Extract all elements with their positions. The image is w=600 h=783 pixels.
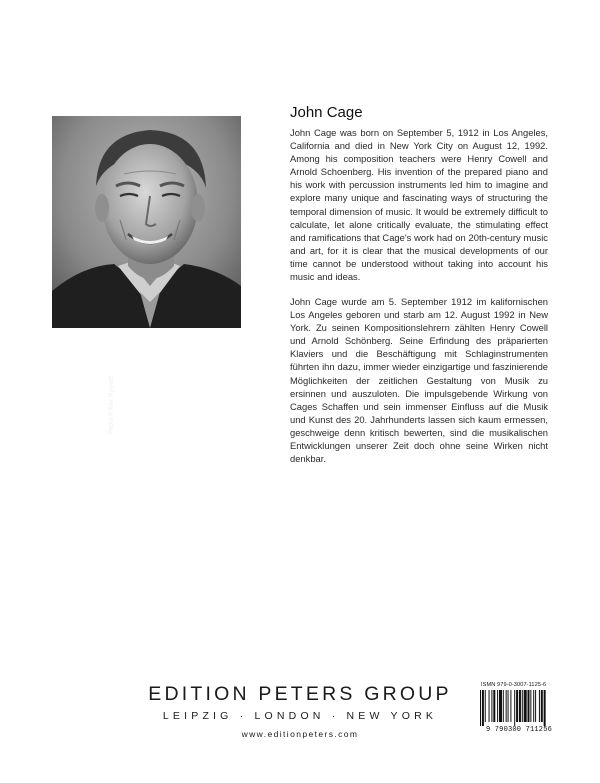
ismn-label: ISMN 979-0-3007-1125-6 [481, 682, 547, 688]
portrait-photo [52, 116, 241, 434]
photo-credit: Photo © Rex Rystedt [109, 375, 115, 434]
biography-english: John Cage was born on September 5, 1912 in Los Angeles, California and died in New York City on August 12, 1992. Among his composition teachers were Henry Cowell and Arnold Schoenberg. His invention of the prepared piano and his work with percussion instruments led him to imagine and explore many unique and fascinating ways of structuring the temporal dimension of music. It would be extremely difficult to calculate, let alone critically evaluate, the stimulating effect and ramifications that Cage's work had on 20th-century music and art, for it is clear that the musical developments of our time cannot be understood without taking into account his music and ideas. [290, 127, 548, 283]
publisher-name: EDITION PETERS GROUP [148, 683, 452, 705]
barcode-icon [480, 690, 558, 726]
publisher-url: www.editionpeters.com [241, 729, 359, 739]
biography-german: John Cage wurde am 5. September 1912 im kalifornischen Los Angeles geboren und starb am 12. August 1992 in New York. Zu seinen Kompositionslehrern zählten Henry Cowell und Arnold Schönberg. Seine Erfindung des präparierten Klaviers und die Beschäftigung mit Schlaginstrumenten führten ihn dazu, immer wieder einzigartige und faszinierende Möglichkeiten der zeitlichen Gestaltung von Musik zu ersinnen und auszuloten. Die impulsgebende Wirkung von Cages Schaffen und sein immenser Einfluss auf die Musik und Kunst des 20. Jahrhunderts lassen sich kaum ermessen, geschweige denn kritisch bewerten, sind die musikalischen Entwicklungen unserer Zeit doch ohne seine Wirken nicht denkbar. [290, 296, 548, 465]
bio-title: John Cage [290, 104, 363, 121]
portrait-image [52, 116, 241, 328]
barcode-digits: 9 790300 711256 [485, 726, 552, 734]
publisher-cities: LEIPZIG · LONDON · NEW YORK [162, 710, 438, 722]
